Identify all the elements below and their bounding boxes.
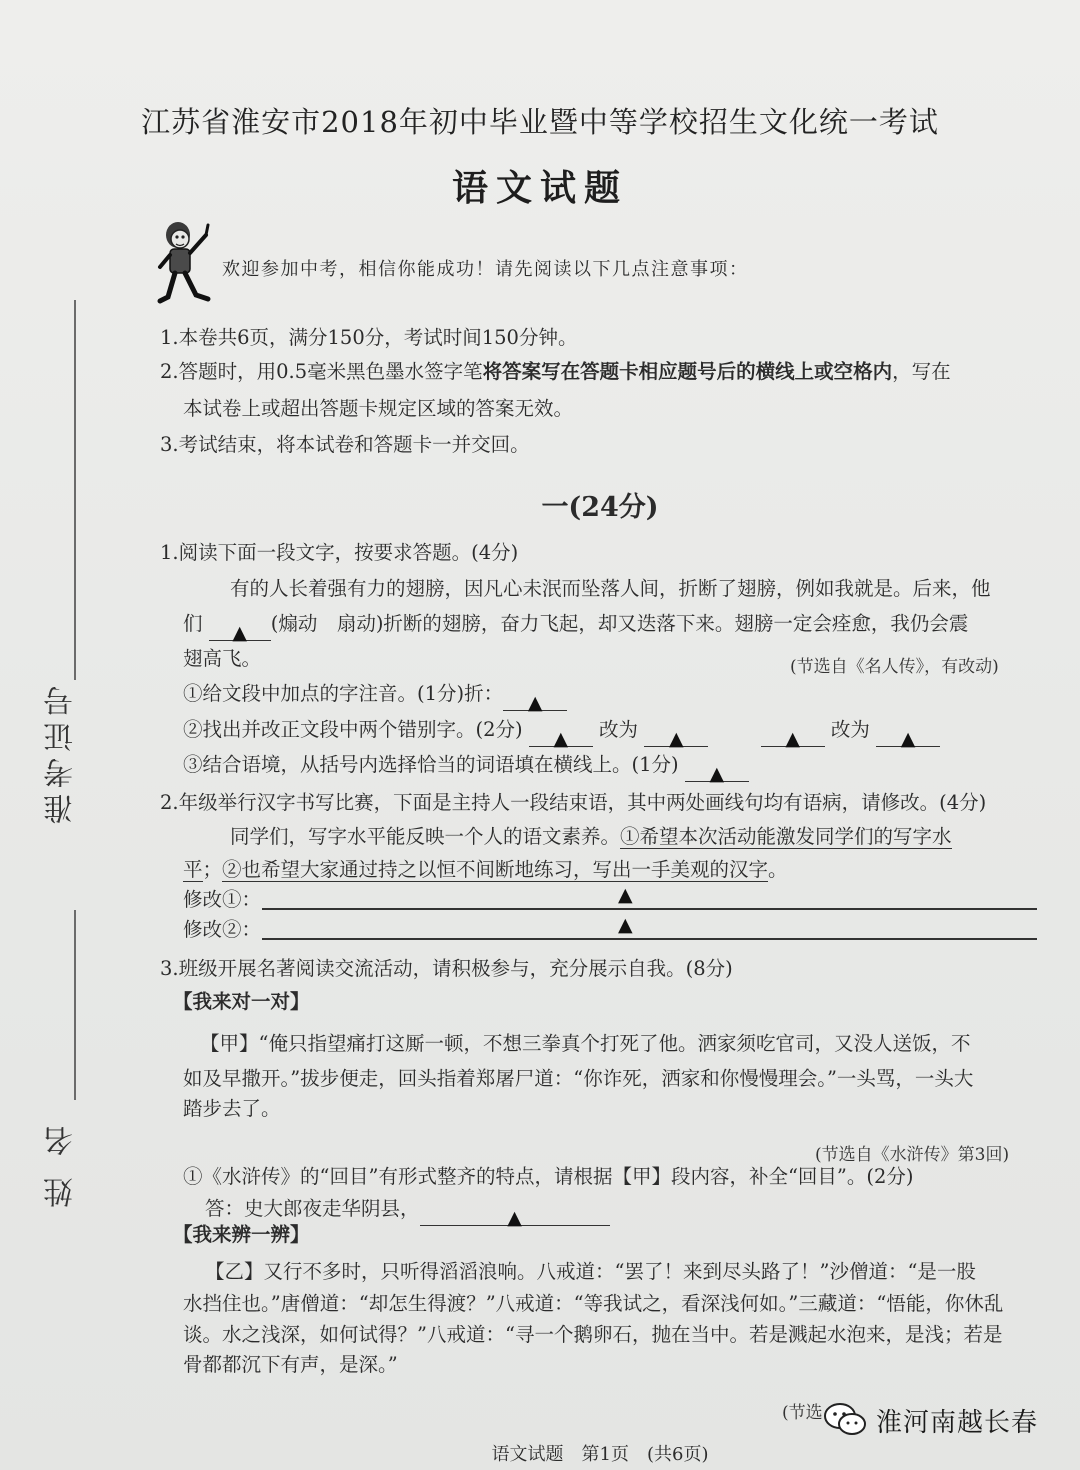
note-1: 1.本卷共6页，满分150分，考试时间150分钟。 bbox=[160, 326, 578, 349]
answer-triangle: ▲ bbox=[785, 728, 800, 750]
q3-yi-line3: 谈。水之浅深，如何试得？”八戒道：“寻一个鹅卵石，抛在当中。若是溅起水泡来，是浅；若是 bbox=[183, 1323, 1003, 1346]
q1-sub1-blank bbox=[503, 686, 567, 714]
q2-underlined-1a: ①希望本次活动能激发同学们的写字水 bbox=[620, 825, 952, 848]
q1-sub1-text: ①给文段中加点的字注音。(1分)折： bbox=[183, 682, 504, 705]
q3-tag-distinguish: 【我来辨一辨】 bbox=[173, 1223, 310, 1246]
q3-source1: (节选自《水浒传》第3回) bbox=[815, 1145, 1010, 1165]
answer-triangle: ▲ bbox=[900, 728, 916, 750]
exam-id-label: 准考证号 bbox=[44, 680, 79, 824]
binding-margin bbox=[30, 280, 100, 1280]
watermark bbox=[822, 1390, 1080, 1450]
q1-sub2-change1: 改为 bbox=[599, 718, 639, 741]
q2-underlined-1b: 平 bbox=[183, 858, 203, 881]
q2-fix1-line bbox=[262, 908, 1037, 910]
note-2-line2: 本试卷上或超出答题卡规定区域的答案无效。 bbox=[183, 397, 574, 420]
q1-sub3-blank bbox=[685, 757, 749, 785]
q1-p2b: (煽动 扇动)折断的翅膀，奋力飞起，却又迭落下来。翅膀一定会痊愈，我仍会震 bbox=[270, 612, 969, 635]
q3-jia-line1: 【甲】“俺只指望痛打这厮一顿，不想三拳真个打死了他。洒家须吃官司，又没人送饭，不 bbox=[200, 1032, 971, 1055]
q1-passage-line2 bbox=[183, 607, 969, 644]
q2-fix1-label: 修改①： bbox=[183, 888, 262, 911]
welcome-text: 欢迎参加中考，相信你能成功！请先阅读以下几点注意事项： bbox=[222, 259, 749, 280]
q2-stem: 2.年级举行汉字书写比赛，下面是主持人一段结束语，其中两处画线句均有语病，请修改。(4分) bbox=[160, 791, 987, 814]
answer-triangle: ▲ bbox=[507, 1207, 522, 1229]
answer-triangle: ▲ bbox=[232, 622, 248, 644]
answer-triangle: ▲ bbox=[527, 692, 543, 714]
answer-triangle: ▲ bbox=[668, 728, 684, 750]
q3-tag-match: 【我来对一对】 bbox=[173, 990, 310, 1013]
answer-triangle: ▲ bbox=[709, 763, 725, 785]
q3-jia-line3: 踏步去了。 bbox=[183, 1097, 281, 1120]
q3-yi-line1: 【乙】又行不多时，只听得滔滔浪响。八戒道：“罢了！来到尽头路了！”沙僧道：“是一股 bbox=[205, 1260, 976, 1283]
page-footer: 语文试题 第1页 (共6页) bbox=[491, 1444, 709, 1465]
q1-sub2-blank1 bbox=[529, 722, 593, 750]
q1-sub2-blank4 bbox=[876, 722, 940, 750]
subject-title: 语文试题 bbox=[451, 167, 628, 209]
answer-triangle: ▲ bbox=[618, 914, 633, 936]
q3-answer-blank bbox=[420, 1201, 610, 1229]
note-3: 3.考试结束，将本试卷和答题卡一并交回。 bbox=[160, 433, 530, 456]
q2-p2b: ； bbox=[202, 858, 223, 881]
q3-answer-text: 答：史大郎夜走华阴县， bbox=[205, 1197, 420, 1220]
q1-source: (节选自《名人传》，有改动) bbox=[790, 657, 999, 677]
q3-jia-line2: 如及早撒开。”拔步便走，回头指着郑屠尸道：“你诈死，洒家和你慢慢理会。”一头骂，一头大 bbox=[183, 1067, 974, 1090]
q3-stem: 3.班级开展名著阅读交流活动，请积极参与，充分展示自我。(8分) bbox=[160, 957, 733, 980]
name-line bbox=[74, 910, 76, 1100]
q1-stem: 1.阅读下面一段文字，按要求答题。(4分) bbox=[160, 541, 519, 564]
q2-p2d: 。 bbox=[768, 858, 788, 881]
q2-passage-line1 bbox=[230, 820, 952, 854]
mascot-illustration bbox=[150, 215, 222, 310]
note-2 bbox=[160, 355, 951, 389]
q1-sub1 bbox=[183, 677, 567, 714]
q3-source2: (节选 bbox=[782, 1403, 823, 1423]
q1-sub3-text: ③结合语境，从括号内选择恰当的词语填在横线上。(1分) bbox=[183, 753, 679, 776]
watermark-text: 淮河南越长春 bbox=[876, 1407, 1039, 1438]
q1-passage-line3: 翅高飞。 bbox=[183, 647, 262, 670]
q1-sub2-blank3 bbox=[761, 722, 825, 750]
q1-sub2 bbox=[183, 713, 940, 750]
name-label: 姓 名 bbox=[44, 1120, 79, 1208]
q2-p1a: 同学们，写字水平能反映一个人的语文素养。 bbox=[230, 825, 621, 848]
note-2-pre: 2.答题时，用0.5毫米黑色墨水签字笔 bbox=[160, 360, 483, 383]
q1-blank-word bbox=[209, 616, 271, 644]
q3-sub1: ①《水浒传》的“回目”有形式整齐的特点，请根据【甲】段内容，补全“回目”。(2分) bbox=[183, 1165, 914, 1188]
q2-underlined-2: ②也希望大家通过持之以恒不间断地练习，写出一手美观的汉字 bbox=[222, 858, 769, 881]
exam-title: 江苏省淮安市2018年初中毕业暨中等学校招生文化统一考试 bbox=[141, 105, 939, 139]
section-heading: 一(24分) bbox=[541, 492, 659, 523]
q2-fix2-line bbox=[262, 938, 1037, 940]
q3-yi-line4: 骨都都沉下有声，是深。” bbox=[183, 1353, 398, 1376]
q3-yi-line2: 水挡住也。”唐僧道：“却怎生得渡？”八戒道：“等我试之，看深浅何如。”三藏道：“悟能，你休乱 bbox=[183, 1292, 1004, 1315]
wechat-icon bbox=[822, 1400, 868, 1440]
q1-sub2-blank2 bbox=[644, 722, 708, 750]
answer-triangle: ▲ bbox=[618, 884, 633, 906]
q1-passage-line1: 有的人长着强有力的翅膀，因凡心未泯而坠落人间，折断了翅膀，例如我就是。后来，他 bbox=[230, 577, 991, 600]
note-2-post: ，写在 bbox=[892, 360, 951, 383]
q1-sub3 bbox=[183, 748, 749, 785]
q1-sub2-text: ②找出并改正文段中两个错别字。(2分) bbox=[183, 718, 523, 741]
q1-p2a: 们 bbox=[183, 612, 203, 635]
q2-passage-line2 bbox=[183, 853, 788, 887]
answer-triangle: ▲ bbox=[553, 728, 569, 750]
q1-sub2-change2: 改为 bbox=[830, 718, 870, 741]
q2-fix2-label: 修改②： bbox=[183, 918, 262, 941]
note-2-bold: 将答案写在答题卡相应题号后的横线上或空格内 bbox=[482, 360, 893, 383]
